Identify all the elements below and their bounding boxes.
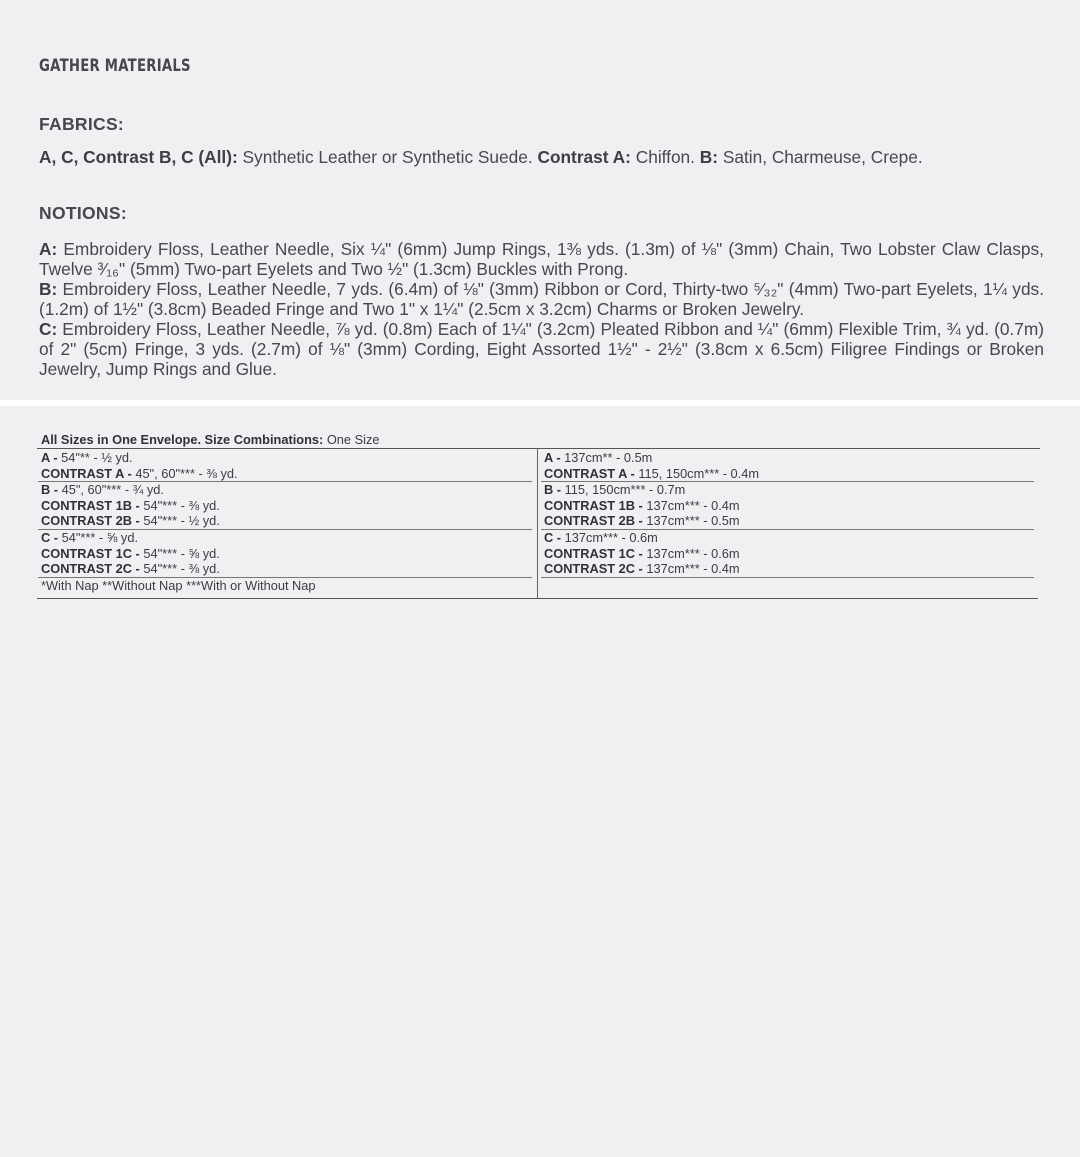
row-value: 54"*** - ⅝ yd. [58,529,139,545]
notions-c-label: C: [39,319,58,339]
fabrics-heading: FABRICS: [39,114,125,134]
fabrics-text-all: Synthetic Leather or Synthetic Suede. [237,147,538,167]
notions-c [39,319,1044,379]
row-value: 137cm*** - 0.6m [561,529,658,545]
row-value: 137cm*** - 0.4m [642,497,740,513]
table-top-rule [37,448,1040,449]
row-value: 137cm*** - 0.5m [642,513,740,529]
row-value: 115, 150cm*** - 0.7m [561,482,686,498]
notions-c-text: Embroidery Floss, Leather Needle, ⅞ yd. (0.8m) Each of 1¼" (3.2cm) Pleated Ribbon and ¼" (6mm) Flexible Trim, ¾ yd. (0.7m) of 2" (5cm) Fringe, 3 yds. (2.7m) of ⅛" (3mm) Cording, Eight Assorted 1½" - 2½" (3.8cm x 6.5cm) Filigree Findings or Broken Jewelry, Jump Rings and Glue. [39,319,1044,379]
yardage-row [41,561,535,577]
row-value: 54"*** - ½ yd. [139,513,220,529]
row-label: CONTRAST 2C - [544,561,643,577]
gather-materials-section [0,0,1080,400]
row-label: B - [41,482,59,498]
section-title: GATHER MATERIALS [39,56,191,76]
yardage-row [41,513,535,529]
notions-b-text: Embroidery Floss, Leather Needle, 7 yds. (6.4m) of ⅛" (3mm) Ribbon or Cord, Thirty-two ⁵⁄₃₂" (4mm) Two-part Eyelets, 1¼ yds. (1.2m) of 1½" (3.8cm) Beaded Fringe and Two 1" x 1¼" (2.5cm x 3.2cm) Charms or Broken Jewelry. [39,279,1044,319]
footnote: *With Nap **Without Nap ***With or Without Nap [41,577,316,593]
yardage-row [544,513,1037,529]
row-label: CONTRAST 2B - [544,513,643,529]
yardage-row [41,530,535,546]
fabrics-label-b: B: [699,147,719,167]
row-value: 54"*** - ⅜ yd. [139,497,220,513]
yardage-row [544,498,1037,514]
row-label: CONTRAST 2B - [41,513,140,529]
yardage-row [544,561,1037,577]
group-rule [541,577,1034,578]
yardage-row [41,466,535,482]
yardage-metric-column [544,450,1037,578]
row-label: A - [41,450,58,465]
row-label: CONTRAST 1B - [41,497,140,513]
row-label: CONTRAST A - [544,465,635,481]
row-label: A - [544,450,561,465]
yardage-table-title [41,432,380,447]
row-value: 137cm*** - 0.4m [642,561,740,577]
fabrics-text-b: Satin, Charmeuse, Crepe. [718,147,923,167]
row-label: CONTRAST 2C - [41,561,140,577]
yardage-row [544,546,1037,562]
row-label: CONTRAST A - [41,465,132,481]
row-label: CONTRAST 1C - [41,545,140,561]
yardage-row [544,466,1037,482]
fabrics-label-all: A, C, Contrast B, C (All): [39,147,238,167]
fabrics-text [39,147,1044,167]
notions-heading: NOTIONS: [39,203,127,223]
row-value: 137cm** - 0.5m [560,450,653,465]
yardage-title-bold: All Sizes in One Envelope. Size Combinations: [41,432,324,447]
row-value: 45", 60"*** - ⅜ yd. [131,465,238,481]
yardage-row [41,546,535,562]
yardage-imperial-column [41,450,535,593]
table-bottom-rule [37,598,1038,599]
column-divider [537,448,538,598]
row-value: 137cm*** - 0.6m [642,545,740,561]
row-label: CONTRAST 1B - [544,497,643,513]
yardage-row [544,530,1037,546]
yardage-title-rest: One Size [323,432,380,447]
row-label: B - [544,482,562,498]
row-value: 54"*** - ⅜ yd. [139,561,220,577]
row-value: 54"*** - ⅝ yd. [139,545,220,561]
row-value: 115, 150cm*** - 0.4m [634,465,760,481]
notions-b-label: B: [39,279,58,299]
yardage-row [41,498,535,514]
yardage-row [544,482,1037,498]
notions-a-text: Embroidery Floss, Leather Needle, Six ¼" (6mm) Jump Rings, 1⅜ yds. (1.3m) of ⅛" (3mm) Chain, Two Lobster Claw Clasps, Twelve ³⁄₁₆" (5mm) Two-part Eyelets and Two ½" (1.3cm) Buckles with Prong. [39,239,1044,279]
section-divider [0,400,1080,406]
row-value: 45", 60"*** - ¾ yd. [58,482,164,498]
row-label: C - [41,529,59,545]
yardage-row [41,482,535,498]
yardage-row [41,450,535,466]
fabrics-text-contrast-a: Chiffon. [630,147,700,167]
row-label: C - [544,529,562,545]
yardage-row [544,450,1037,466]
fabrics-label-contrast-a: Contrast A: [537,147,631,167]
row-value: 54"** - ½ yd. [57,450,133,465]
notions-b [39,279,1044,319]
notions-a-label: A: [39,239,58,259]
row-label: CONTRAST 1C - [544,545,643,561]
notions-a [39,239,1044,279]
